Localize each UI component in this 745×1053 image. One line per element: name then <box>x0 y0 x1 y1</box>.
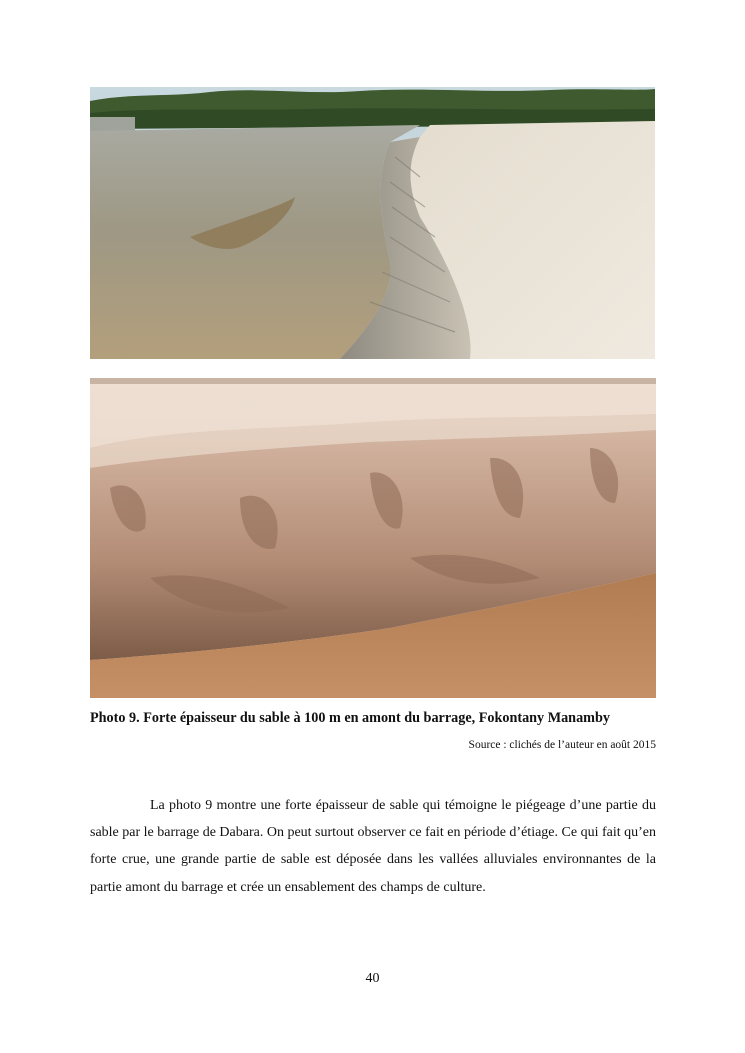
body-paragraph-text: La photo 9 montre une forte épaisseur de sable qui témoigne le piégeage d’une partie du sable par le barrage de Dabara. On peut surtout observer ce fait en période d’étiage. Ce qui fait qu’en forte crue, une grande partie de sable est déposée dans les vallées alluviales environnantes de la partie amont du barrage et crée un ensablement des champs de culture. <box>90 798 656 895</box>
page-number: 40 <box>365 971 380 986</box>
photo-river-sandbank-wide <box>90 87 655 359</box>
figure-caption: Photo 9. Forte épaisseur du sable à 100 m en amont du barrage, Fokontany Manamby <box>90 710 610 726</box>
figure-source: Source : clichés de l’auteur en août 2015 <box>468 739 656 751</box>
photo-sand-deposit-closeup <box>90 378 656 698</box>
photo-river-sandbank-wide-image <box>90 87 655 359</box>
photo-sand-deposit-closeup-image <box>90 378 656 698</box>
body-paragraph <box>90 792 656 901</box>
